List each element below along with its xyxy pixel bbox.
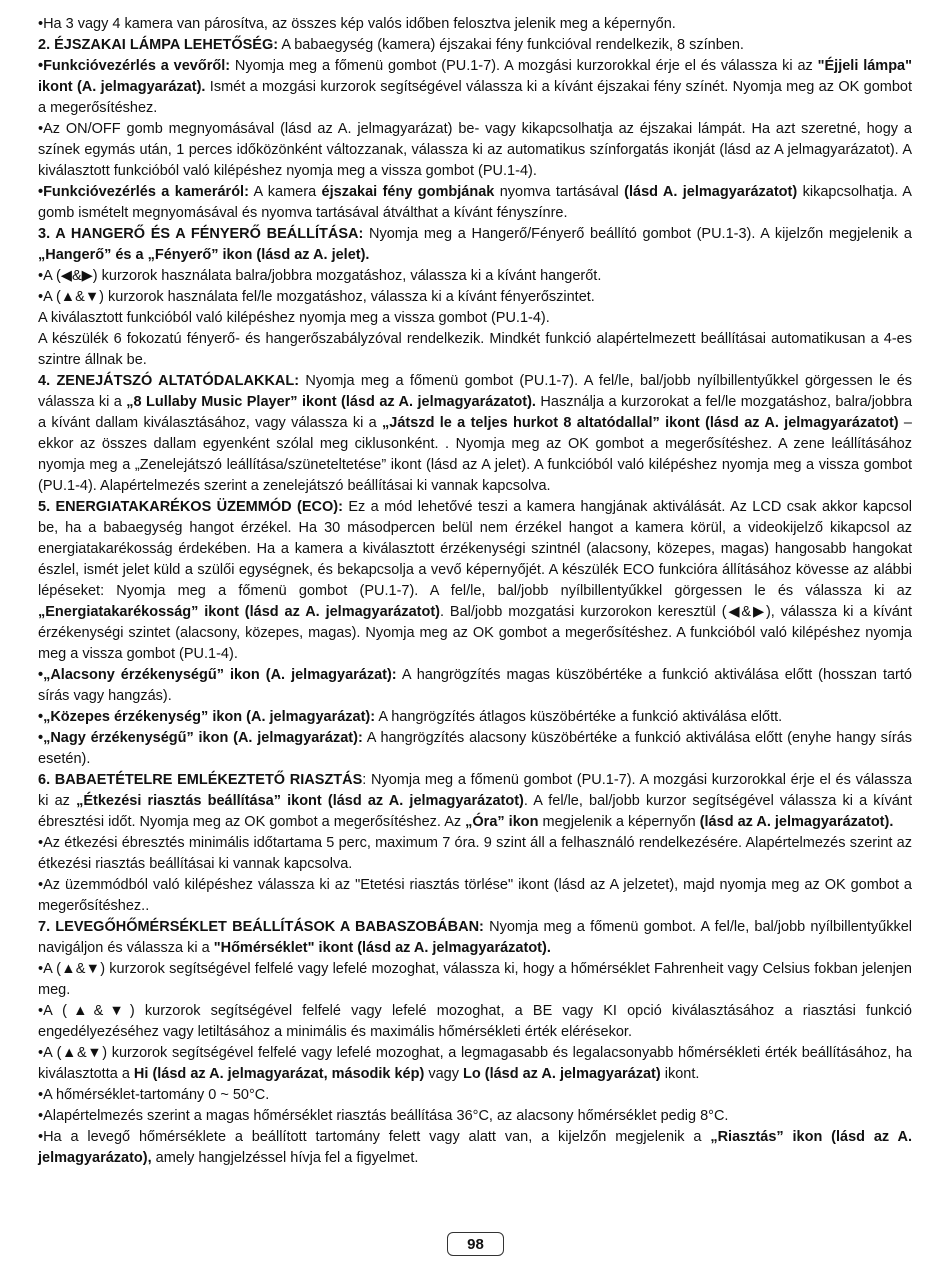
paragraph [38, 35, 912, 56]
bold-text: éjszakai fény gombjának [321, 184, 495, 200]
text-run: •Alapértelmezés szerint a magas hőmérséklet riasztás beállítása 36°C, az alacsony hőmérséklet pedig 8°C. [38, 1108, 729, 1124]
paragraph [38, 56, 912, 119]
text-run: vagy [424, 1066, 463, 1082]
bold-text: „Riasztás” ikon (lásd az A. jelmagyarázato), [38, 1129, 912, 1166]
text-run: Ismét a mozgási kurzorok segítségével válassza ki a kívánt éjszakai fény színét. Nyomja meg az OK gombot a megerősítéshez. [38, 79, 912, 116]
paragraph [38, 1127, 912, 1169]
paragraph [38, 14, 912, 35]
bold-text: „Óra” ikon [465, 814, 539, 830]
paragraph [38, 728, 912, 770]
paragraph [38, 308, 912, 329]
bold-text: 7. LEVEGŐHŐMÉRSÉKLET BEÁLLÍTÁSOK A BABASZOBÁBAN: [38, 919, 484, 935]
bold-text: 4. ZENEJÁTSZÓ ALTATÓDALAKKAL: [38, 373, 300, 389]
bold-text: 5. ENERGIATAKARÉKOS ÜZEMMÓD (ECO): [38, 499, 343, 515]
text-run: •A hőmérséklet-tartomány 0 ~ 50°C. [38, 1087, 270, 1103]
paragraph [38, 770, 912, 833]
text-run: •Az étkezési ébresztés minimális időtartama 5 perc, maximum 7 óra. 9 szint áll a felhasználó rendelkezésére. Alapértelmezés szerint az étkezési riasztás beállításai ki vannak kapcsolva. [38, 835, 912, 872]
paragraph [38, 1085, 912, 1106]
bold-text: 6. BABAETÉTELRE EMLÉKEZTETŐ RIASZTÁS [38, 772, 363, 788]
paragraph [38, 707, 912, 728]
paragraph [38, 266, 912, 287]
bold-text: „Energiatakarékosság” ikont (lásd az A. jelmagyarázatot) [38, 604, 441, 620]
text-run: . Bal/jobb mozgatási kurzorokon keresztül (◀&▶), válassza ki a kívánt érzékenységi szintet (alacsony, közepes, magas). Nyomja meg az OK gombot a megerősítéshez. A funkcióból való kilépéshez nyomja meg a vissza gombot (PU.1-4). [38, 604, 912, 662]
text-run: megjelenik a képernyőn [538, 814, 700, 830]
paragraph [38, 1001, 912, 1043]
paragraph [38, 959, 912, 1001]
paragraph [38, 182, 912, 224]
paragraph [38, 875, 912, 917]
bold-text: (lásd az A. jelmagyarázatot). [699, 814, 894, 830]
bold-text: "Éjjeli lámpa" ikont (A. jelmagyarázat). [38, 58, 912, 95]
bold-text: •Funkcióvezérlés a vevőről: [38, 58, 231, 74]
document-body [38, 14, 912, 1169]
bold-text: •„Nagy érzékenységű” ikon (A. jelmagyarázat): [38, 730, 363, 746]
text-run: •Ha 3 vagy 4 kamera van párosítva, az összes kép valós időben felosztva jelenik meg a képernyőn. [38, 16, 676, 32]
paragraph [38, 665, 912, 707]
text-run: Nyomja meg a Hangerő/Fényerő beállító gombot (PU.1-3). A kijelzőn megjelenik a [363, 226, 912, 242]
bold-text: „Hangerő” és a „Fényerő” ikon (lásd az A. jelet). [38, 247, 370, 263]
text-run: •A (▲&▼) kurzorok segítségével felfelé vagy lefelé mozoghat, a BE vagy KI opció kiválasztásához a riasztási funkció engedélyezéséhez vagy letiltásához a minimális és maximális hőmérsékleti érték elérésekor. [38, 1003, 912, 1040]
page-number: 98 [447, 1232, 504, 1256]
text-run: •Az üzemmódból való kilépéshez válassza ki az "Etetési riasztás törlése" ikont (lásd az A jelzetet), majd nyomja meg az OK gombot a megerősítéshez.. [38, 877, 912, 914]
paragraph [38, 833, 912, 875]
text-run: •A (▲&▼) kurzorok segítségével felfelé vagy lefelé mozoghat, a legmagasabb és legalacsonyabb hőmérsékleti érték beállításához, ha kiválasztotta a [38, 1045, 912, 1082]
paragraph [38, 497, 912, 665]
text-run: A babaegység (kamera) éjszakai fény funkcióval rendelkezik, 8 színben. [278, 37, 744, 53]
bold-text: „Étkezési riasztás beállítása” ikont (lásd az A. jelmagyarázatot) [76, 793, 524, 809]
paragraph [38, 287, 912, 308]
bold-text: "Hőmérséklet" ikont (lásd az A. jelmagyarázatot). [213, 940, 551, 956]
text-run: A készülék 6 fokozatú fényerő- és hangerőszabályzóval rendelkezik. Mindkét funkció alapértelmezett beállításai automatikusan a 4-es szintre állnak be. [38, 331, 912, 368]
bold-text: •„Közepes érzékenység” ikon (A. jelmagyarázat): [38, 709, 376, 725]
bold-text: 2. ÉJSZAKAI LÁMPA LEHETŐSÉG: [38, 37, 279, 53]
paragraph [38, 329, 912, 371]
paragraph [38, 1106, 912, 1127]
bold-text: •„Alacsony érzékenységű” ikon (A. jelmagyarázat): [38, 667, 397, 683]
text-run: A kamera [248, 184, 322, 200]
paragraph [38, 917, 912, 959]
bold-text: „8 Lullaby Music Player” ikont (lásd az A. jelmagyarázatot). [126, 394, 536, 410]
text-run: ikont. [660, 1066, 700, 1082]
paragraph [38, 119, 912, 182]
text-run: •A (◀&▶) kurzorok használata balra/jobbra mozgatáshoz, válassza ki a kívánt hangerőt. [38, 268, 602, 284]
text-run: •A (▲&▼) kurzorok használata fel/le mozgatáshoz, válassza ki a kívánt fényerőszintet. [38, 289, 595, 305]
text-run: •Ha a levegő hőmérséklete a beállított tartomány felett vagy alatt van, a kijelzőn megjelenik a [38, 1129, 711, 1145]
text-run: Nyomja meg a főmenü gombot (PU.1-7). A mozgási kurzorokkal érje el és válassza ki az [230, 58, 818, 74]
text-run: A hangrögzítés magas küszöbértéke a funkció aktiválása előtt (hosszan tartó sírás vagy hangzás). [38, 667, 912, 704]
text-run: •Az ON/OFF gomb megnyomásával (lásd az A. jelmagyarázat) be- vagy kikapcsolhatja az éjszakai lámpát. Ha azt szeretné, hogy a színek egymás után, 1 perces időközönként változzanak, válassza ki az automatikus színforgatás ikonját (lásd az A jelmagyarázatot). A kiválasztott funkcióból való kilépéshez nyomja meg a vissza gombot (PU.1-4). [38, 121, 912, 179]
text-run: : Nyomja meg a főmenü gombot (PU.1-7). A mozgási kurzorokkal érje el és válassza ki az [38, 772, 912, 809]
bold-text: (lásd A. jelmagyarázatot) [624, 184, 798, 200]
text-run: Nyomja meg a főmenü gombot. A fel/le, bal/jobb nyílbillentyűkkel navigáljon és válassza ki a [38, 919, 912, 956]
bold-text: 3. A HANGERŐ ÉS A FÉNYERŐ BEÁLLÍTÁSA: [38, 226, 364, 242]
text-run: . A fel/le, bal/jobb kurzor segítségével válassza ki a kívánt ébresztési időt. Nyomja meg az OK gombot a megerősítéshez. Az [38, 793, 912, 830]
bold-text: Hi (lásd az A. jelmagyarázat, második kép) [133, 1066, 425, 1082]
bold-text: Lo (lásd az A. jelmagyarázat) [463, 1066, 661, 1082]
bold-text: „Játszd le a teljes hurkot 8 altatódallal” ikont (lásd az A. jelmagyarázatot) [382, 415, 899, 431]
paragraph [38, 1043, 912, 1085]
paragraph [38, 224, 912, 266]
text-run: Használja a kurzorokat a fel/le mozgatáshoz, balra/jobbra a kívánt dallam kiválasztásához, vagy válassza ki a [38, 394, 913, 431]
text-run: A kiválasztott funkcióból való kilépéshez nyomja meg a vissza gombot (PU.1-4). [38, 310, 550, 326]
bold-text: •Funkcióvezérlés a kameráról: [38, 184, 249, 200]
text-run: nyomva tartásával [494, 184, 625, 200]
text-run: A hangrögzítés alacsony küszöbértéke a funkció aktiválása előtt (enyhe hangy sírás esetén). [38, 730, 912, 767]
text-run: amely hangjelzéssel hívja fel a figyelmet. [151, 1150, 419, 1166]
text-run: kikapcsolhatja. A gomb ismételt megnyomásával és nyomva tartásával átválthat a kívánt fényszínre. [38, 184, 912, 221]
paragraph [38, 371, 912, 497]
text-run: Ez a mód lehetővé teszi a kamera hangjának aktiválását. Az LCD csak akkor kapcsol be, ha a babaegység hangot érzékel. Ha 30 másodpercen belül nem érzékel hangot a kamera körül, a videokijelző kikapcsol az energiatakarékosság érdekében. Ha a kamera a kiválasztott érzékenységi szintnél (alacsony, közepes, magas) hangosabb hangokat észlel, ismét jelet küld a szülői egységnek, és bekapcsolja a vevő képernyőjét. A készülék ECO funkcióra állításához kövesse az alábbi lépéseket: Nyomja meg a főmenü gombot (PU.1-7). A fel/le, bal/jobb nyílbillentyűkkel görgessen le és válassza ki az [38, 499, 912, 599]
text-run: – ekkor az összes dallam egyenként szólal meg ciklusonként. . Nyomja meg az OK gombot a megerősítéshez. A zene leállításához nyomja meg a „Zenelejátszó leállítása/szüneteltetése” ikont (lásd az A jelet). A funkcióból való kilépéshez nyomja meg a vissza gombot (PU.1-4). Alapértelmezés szerint a zenelejátszó beállításai ki vannak kapcsolva. [38, 415, 913, 494]
text-run: Nyomja meg a főmenü gombot (PU.1-7). A fel/le, bal/jobb nyílbillentyűkkel görgessen le és válassza ki a [38, 373, 913, 410]
text-run: A hangrögzítés átlagos küszöbértéke a funkció aktiválása előtt. [375, 709, 783, 725]
text-run: •A (▲&▼) kurzorok segítségével felfelé vagy lefelé mozoghat, válassza ki, hogy a hőmérséklet Fahrenheit vagy Celsius fokban jelenjen meg. [38, 961, 912, 998]
